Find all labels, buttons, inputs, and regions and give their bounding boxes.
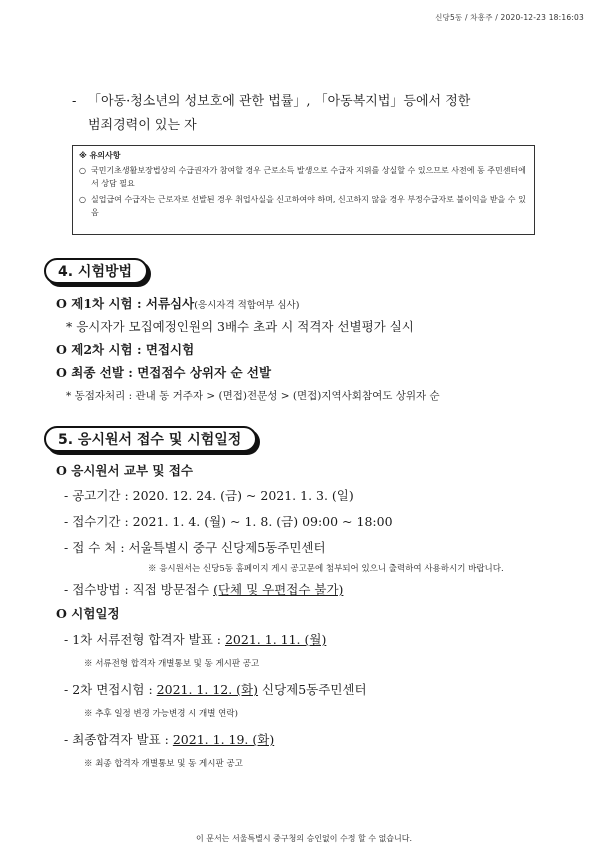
exam-stage1-detail: * 응시자가 모집예정인원의 3배수 초과 시 적격자 선별평가 실시 [66,319,414,334]
stage1-result-note: ※ 서류전형 합격자 개별통보 및 동 게시판 공고 [84,659,260,669]
reception-method-text: - 접수방법 : 직접 방문접수 [64,582,214,597]
tie-break-rule: * 동점자처리 : 관내 동 거주자 > (면접)전문성 > (면접)지역사회참여도 상위자 순 [66,390,440,402]
exam-schedule-heading: O 시험일정 [56,606,120,621]
stage1-result [64,630,326,650]
notice-title: ※ 유의사항 [79,151,121,160]
stage2-interview [64,680,367,700]
reception-place: - 접 수 처 : 서울특별시 중구 신당제5동주민센터 [64,540,326,555]
notice-box [72,145,535,235]
circle-bullet-icon: ○ [79,166,86,175]
final-result-label: - 최종합격자 발표 : [64,732,173,747]
reception-method [64,580,343,600]
exam-stage1-main: O 제1차 시험 : 서류심사 [56,296,195,311]
print-stamp: 신당5동 / 차흥주 / 2020-12-23 18:16:03 [435,13,584,22]
final-selection: O 최종 선발 : 면접점수 상위자 순 선발 [56,365,272,380]
notice-item-text: 실업급여 수급자는 근로자로 선발된 경우 취업사실을 신고하여야 하며, 신고하지 않을 경우 부정수급자로 불이익을 받을 수 있음 [91,195,526,217]
stage2-interview-place: 신당제5동주민센터 [258,682,367,697]
circle-bullet-icon: ○ [79,195,86,204]
notice-item [79,164,528,190]
criminal-record-line1: 「아동·청소년의 성보호에 관한 법률」, 「아동복지법」등에서 정한 [88,94,471,109]
criminal-record-line2: 범죄경력이 있는 자 [88,118,197,133]
stage2-interview-note: ※ 추후 일정 변경 가능변경 시 개별 연락) [84,709,238,719]
section-4-title: 4. 시험방법 [44,258,148,284]
criminal-record-item [72,90,470,114]
reception-method-restriction: (단체 및 우편접수 불가) [213,582,344,597]
final-result-date: 2021. 1. 19. (화) [172,732,275,747]
final-result [64,730,274,750]
reception-period: - 접수기간 : 2021. 1. 4. (월) ~ 1. 8. (금) 09:00 ~ 18:00 [64,514,393,529]
exam-stage2: O 제2차 시험 : 면접시험 [56,342,195,357]
section-5-title: 5. 응시원서 접수 및 시험일정 [44,426,257,452]
section-5-header [44,424,257,454]
stage2-interview-date: 2021. 1. 12. (화) [156,682,259,697]
dash-marker: - [72,94,77,109]
announcement-period: - 공고기간 : 2020. 12. 24. (금) ~ 2021. 1. 3. (일) [64,488,354,503]
section-4-header [44,256,148,286]
exam-stage1-note: (응시자격 적합여부 심사) [194,300,300,311]
exam-stage1 [56,294,299,316]
stage1-result-label: - 1차 서류전형 합격자 발표 : [64,632,225,647]
notice-item [79,193,528,219]
notice-item-text: 국민기초생활보장법상의 수급권자가 참여할 경우 근로소득 발생으로 수급자 지위를 상실할 수 있으므로 사전에 동 주민센터에서 상담 필요 [91,166,526,188]
final-result-note: ※ 최종 합격자 개별통보 및 동 게시판 공고 [84,759,243,769]
stage1-result-date: 2021. 1. 11. (월) [224,632,327,647]
stage2-interview-label: - 2차 면접시험 : [64,682,157,697]
footer-notice: 이 문서는 서울특별시 중구청의 승인없이 수정 할 수 없습니다. [195,834,413,843]
application-heading: O 응시원서 교부 및 접수 [56,463,193,478]
application-form-note: ※ 응시원서는 신당5동 홈페이지 게시 공고문에 첨부되어 있으니 출력하여 사용하시기 바랍니다. [148,564,504,574]
